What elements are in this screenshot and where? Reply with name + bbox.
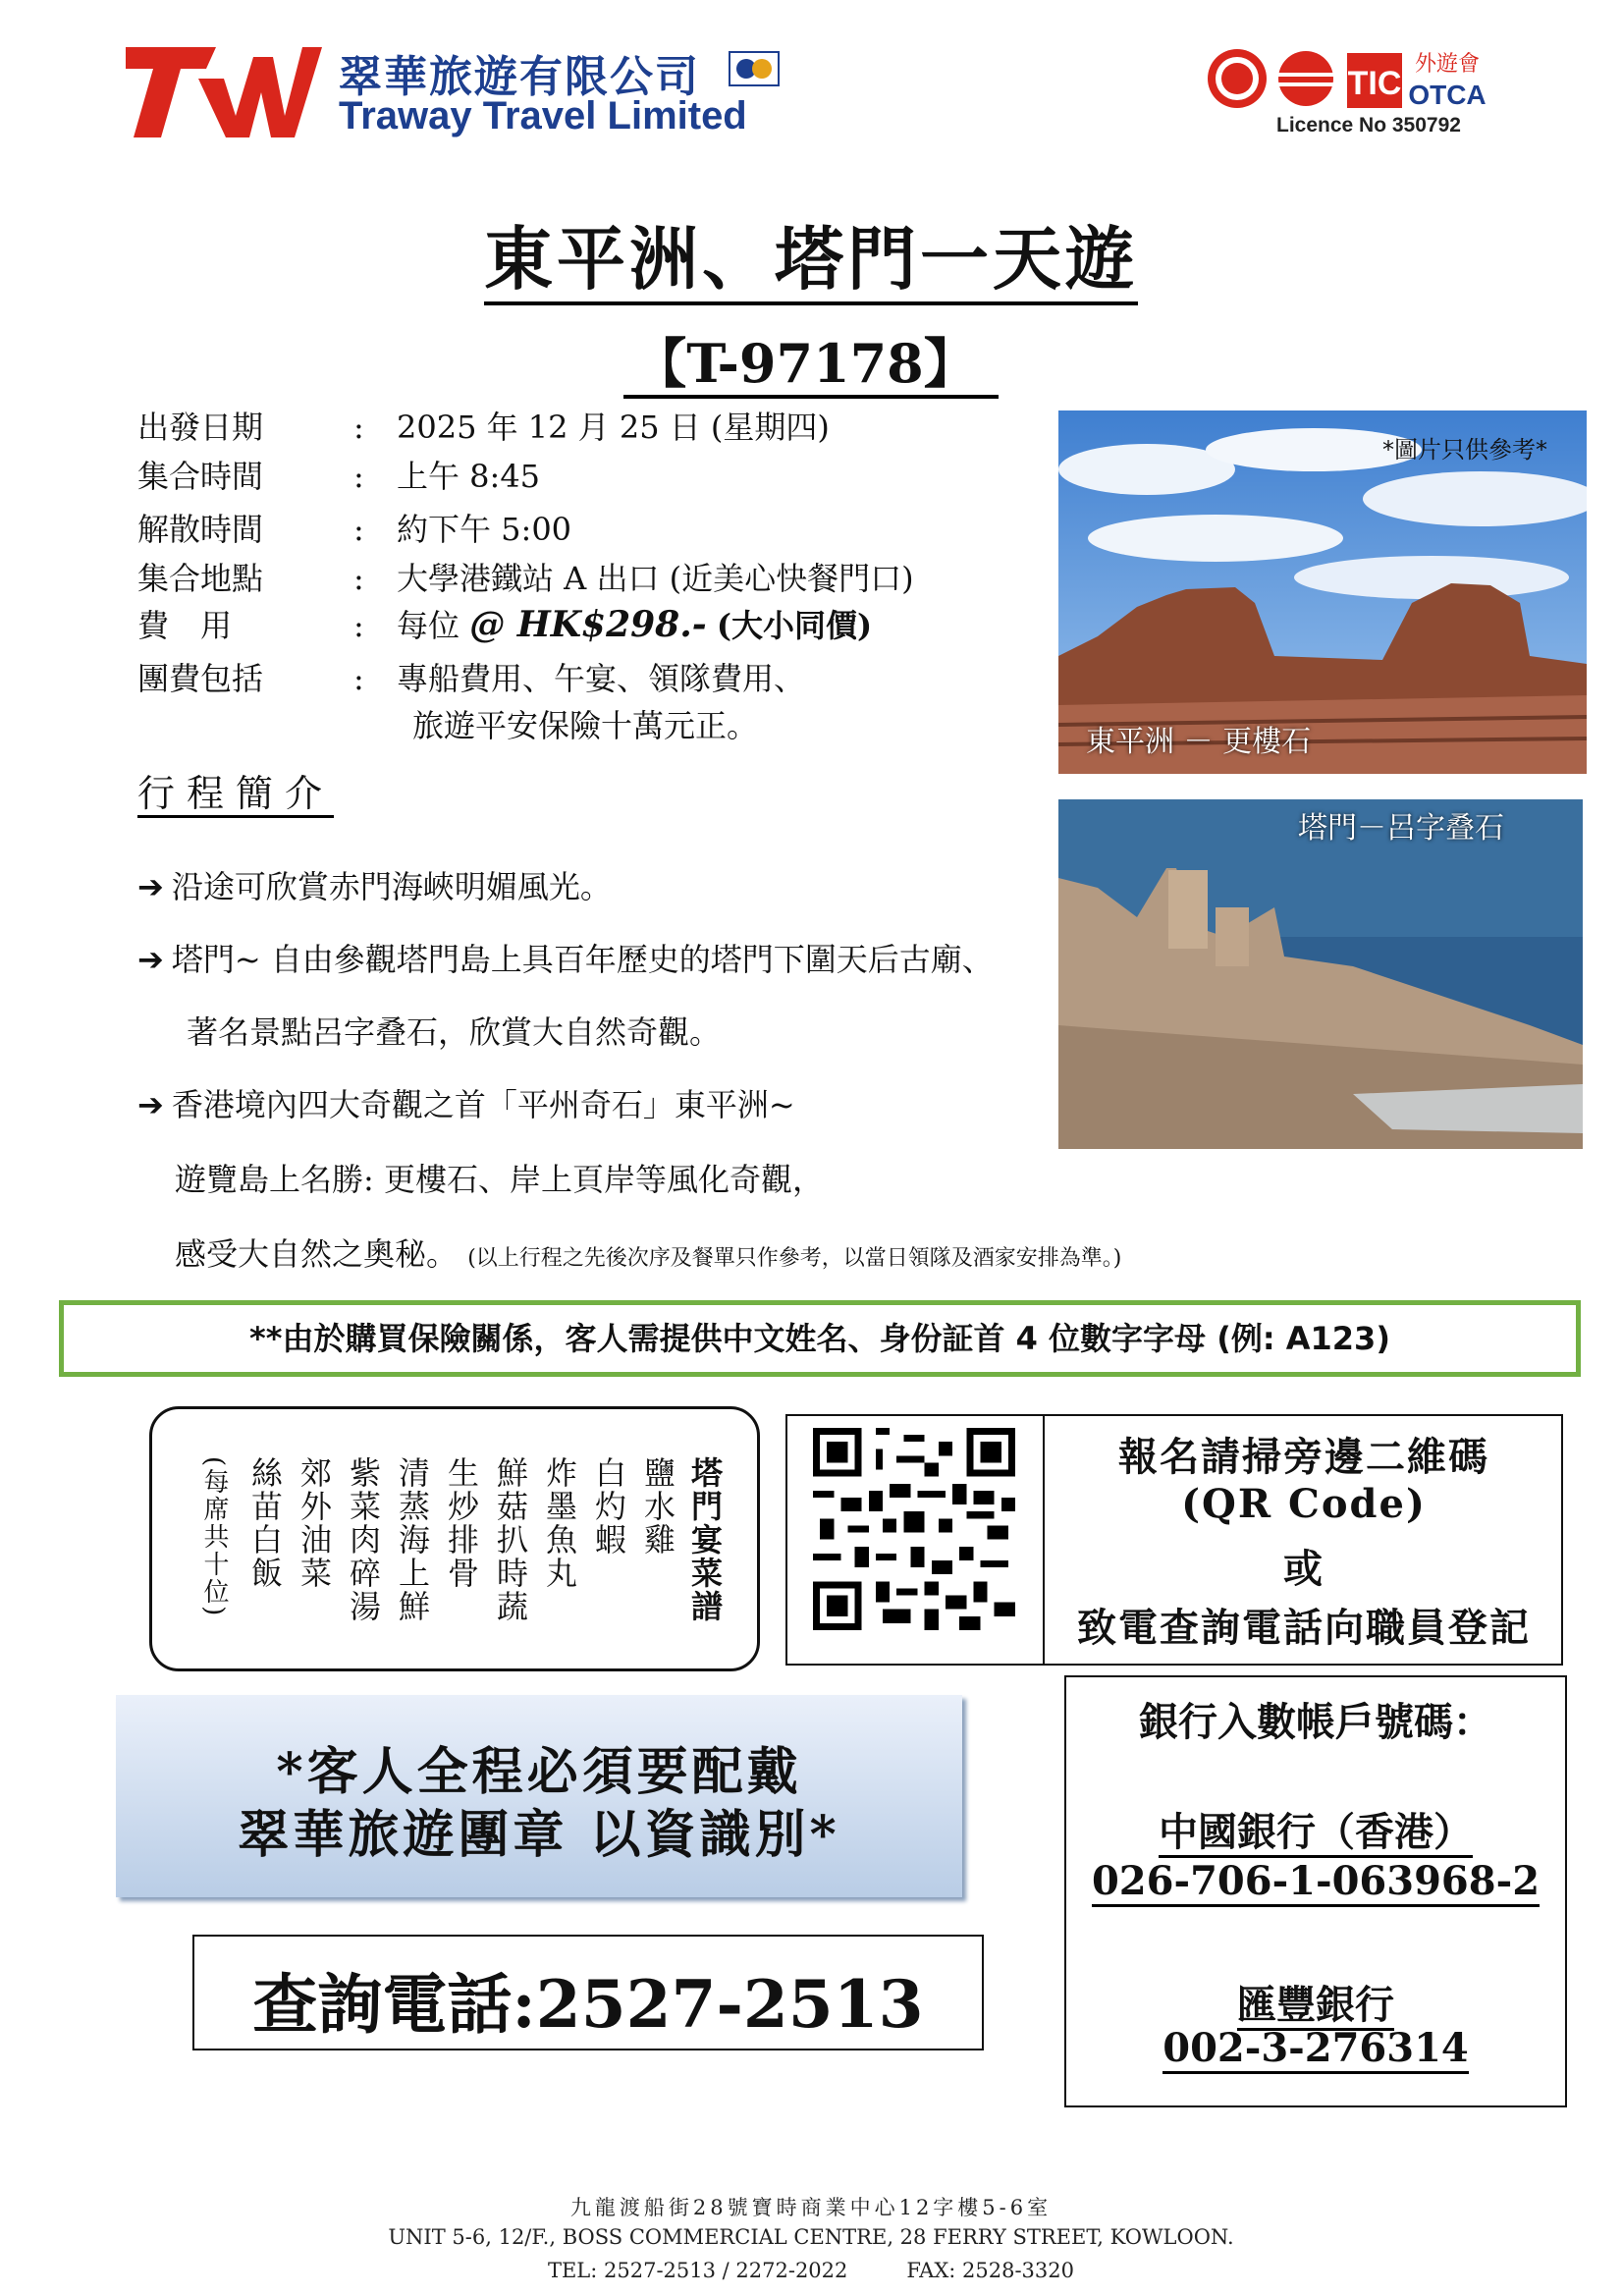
itinerary-point-2-cont: 著名景點呂字叠石，欣賞大自然奇觀。 xyxy=(187,1013,722,1051)
itinerary-point-1: ➔ 沿途可欣賞赤門海峽明媚風光。 xyxy=(137,868,612,905)
bank-2-name: 匯豐銀行 xyxy=(1064,1974,1567,2030)
photo-tung-ping-chau xyxy=(1058,410,1587,774)
footer-address-en: UNIT 5-6, 12/F., BOSS COMMERCIAL CENTRE, 28 FERRY STREET, KOWLOON. xyxy=(388,2225,1234,2249)
arrow-right-icon: ➔ xyxy=(137,868,164,905)
info-date-row: 出發日期 : 2025 年 12 月 25 日 (星期四) xyxy=(137,409,830,446)
itinerary-point-2: ➔ 塔門~ 自由參觀塔門島上具百年歷史的塔門下圍天后古廟、 xyxy=(137,941,994,978)
menu-item: 郊外油菜 xyxy=(296,1456,333,1590)
itinerary-point-3-cont: 遊覽島上名勝: 更樓石、岸上頁岸等風化奇觀， xyxy=(175,1161,824,1198)
otca-en-text: OTCA xyxy=(1408,80,1487,110)
bank-1-account: 026-706-1-063968-2 xyxy=(1064,1858,1567,1904)
photo-caption-2: 塔門－呂字叠石 xyxy=(1298,811,1504,846)
info-dismiss-row: 解散時間 : 約下午 5:00 xyxy=(137,511,572,548)
register-line-1: 報名請掃旁邊二維碼 xyxy=(1118,1434,1489,1480)
info-included-line2: 旅遊平安保險十萬元正。 xyxy=(412,707,759,744)
tour-code: 【T-97178】 xyxy=(0,322,1622,398)
footer-tel: TEL: 2527-2513 / 2272-2022 xyxy=(547,2259,848,2282)
bank-1-name: 中國銀行（香港） xyxy=(1064,1801,1567,1857)
itinerary-point-3: ➔ 香港境內四大奇觀之首「平州奇石」東平洲~ xyxy=(137,1086,795,1123)
tic-logo-text: TIC xyxy=(1347,65,1402,102)
enquiry-phone[interactable]: 查詢電話:2527-2513 xyxy=(252,1966,924,2043)
bank-title: 銀行入數帳戶號碼： xyxy=(1139,1699,1492,1745)
register-line-3: 或 xyxy=(1283,1546,1325,1592)
itinerary-heading: 行程簡介 xyxy=(137,772,334,818)
register-line-2: (QR Code) xyxy=(1181,1481,1427,1527)
photo-reference-note: *圖片只供參考* xyxy=(1382,436,1547,464)
menu-item: 鮮菇扒時蔬 xyxy=(492,1456,529,1623)
menu-item: 紫菜肉碎湯 xyxy=(345,1456,382,1623)
photo-tap-mun xyxy=(1058,799,1583,1149)
price: @ HK$298.- xyxy=(469,604,707,645)
info-included-row: 團費包括 : 專船費用、午宴、領隊費用、 xyxy=(137,660,806,697)
footer-contact xyxy=(0,2259,1622,2282)
itinerary-point-3-cont2: 感受大自然之奧秘。 (以上行程之先後次序及餐單只作參考，以當日領隊及酒家安排為準。) xyxy=(175,1235,1122,1273)
traway-logo xyxy=(126,47,322,137)
badge-notice-line-2: 翠華旅遊團章 以資識別* xyxy=(238,1805,840,1865)
menu-item: 鹽水雞 xyxy=(639,1456,676,1557)
qr-code-icon[interactable] xyxy=(813,1428,1015,1630)
footer-fax: FAX: 2528-3320 xyxy=(906,2259,1075,2282)
arrow-right-icon: ➔ xyxy=(137,941,164,978)
insurance-notice: **由於購買保險關係，客人需提供中文姓名、身份証首 4 位數字字母 (例: A123) xyxy=(59,1300,1581,1377)
arrow-right-icon: ➔ xyxy=(137,1086,164,1123)
licence-number: Licence No 350792 xyxy=(1276,114,1461,137)
info-fee-row: 費 用 : 每位 @ HK$298.- (大小同價) xyxy=(137,604,873,645)
menu-note: (每席共十位) xyxy=(199,1456,229,1618)
menu-item: 生炒排骨 xyxy=(443,1456,480,1590)
menu-item: 絲苗白飯 xyxy=(246,1456,284,1590)
register-line-4: 致電查詢電話向職員登記 xyxy=(1077,1605,1531,1651)
company-name-en: Traway Travel Limited xyxy=(339,94,747,137)
menu-item: 白灼蝦 xyxy=(590,1456,627,1557)
banquet-menu xyxy=(149,1406,760,1671)
association-logos xyxy=(1206,45,1492,114)
bank-2-account: 002-3-276314 xyxy=(1064,2025,1567,2071)
award-badge-icon xyxy=(729,51,780,86)
menu-item: 清蒸海上鮮 xyxy=(394,1456,431,1623)
menu-item: 炸墨魚丸 xyxy=(541,1456,578,1590)
page-title: 東平洲、塔門一天遊 xyxy=(0,204,1622,303)
company-name-cn: 翠華旅遊有限公司 xyxy=(339,52,700,102)
info-meet-time-row: 集合時間 : 上午 8:45 xyxy=(137,458,541,495)
badge-notice-line-1: *客人全程必須要配戴 xyxy=(276,1742,802,1802)
otca-cn-text: 外遊會 xyxy=(1414,52,1481,77)
itinerary-disclaimer: (以上行程之先後次序及餐單只作參考，以當日領隊及酒家安排為準。) xyxy=(467,1246,1122,1271)
photo-caption-1: 東平洲 － 更樓石 xyxy=(1086,725,1312,759)
menu-title: 塔門宴菜譜 xyxy=(686,1456,724,1623)
footer-address-cn: 九龍渡船街28號寶時商業中心12字樓5-6室 xyxy=(569,2196,1053,2219)
info-place-row: 集合地點 : 大學港鐵站 A 出口 (近美心快餐門口) xyxy=(137,560,914,597)
